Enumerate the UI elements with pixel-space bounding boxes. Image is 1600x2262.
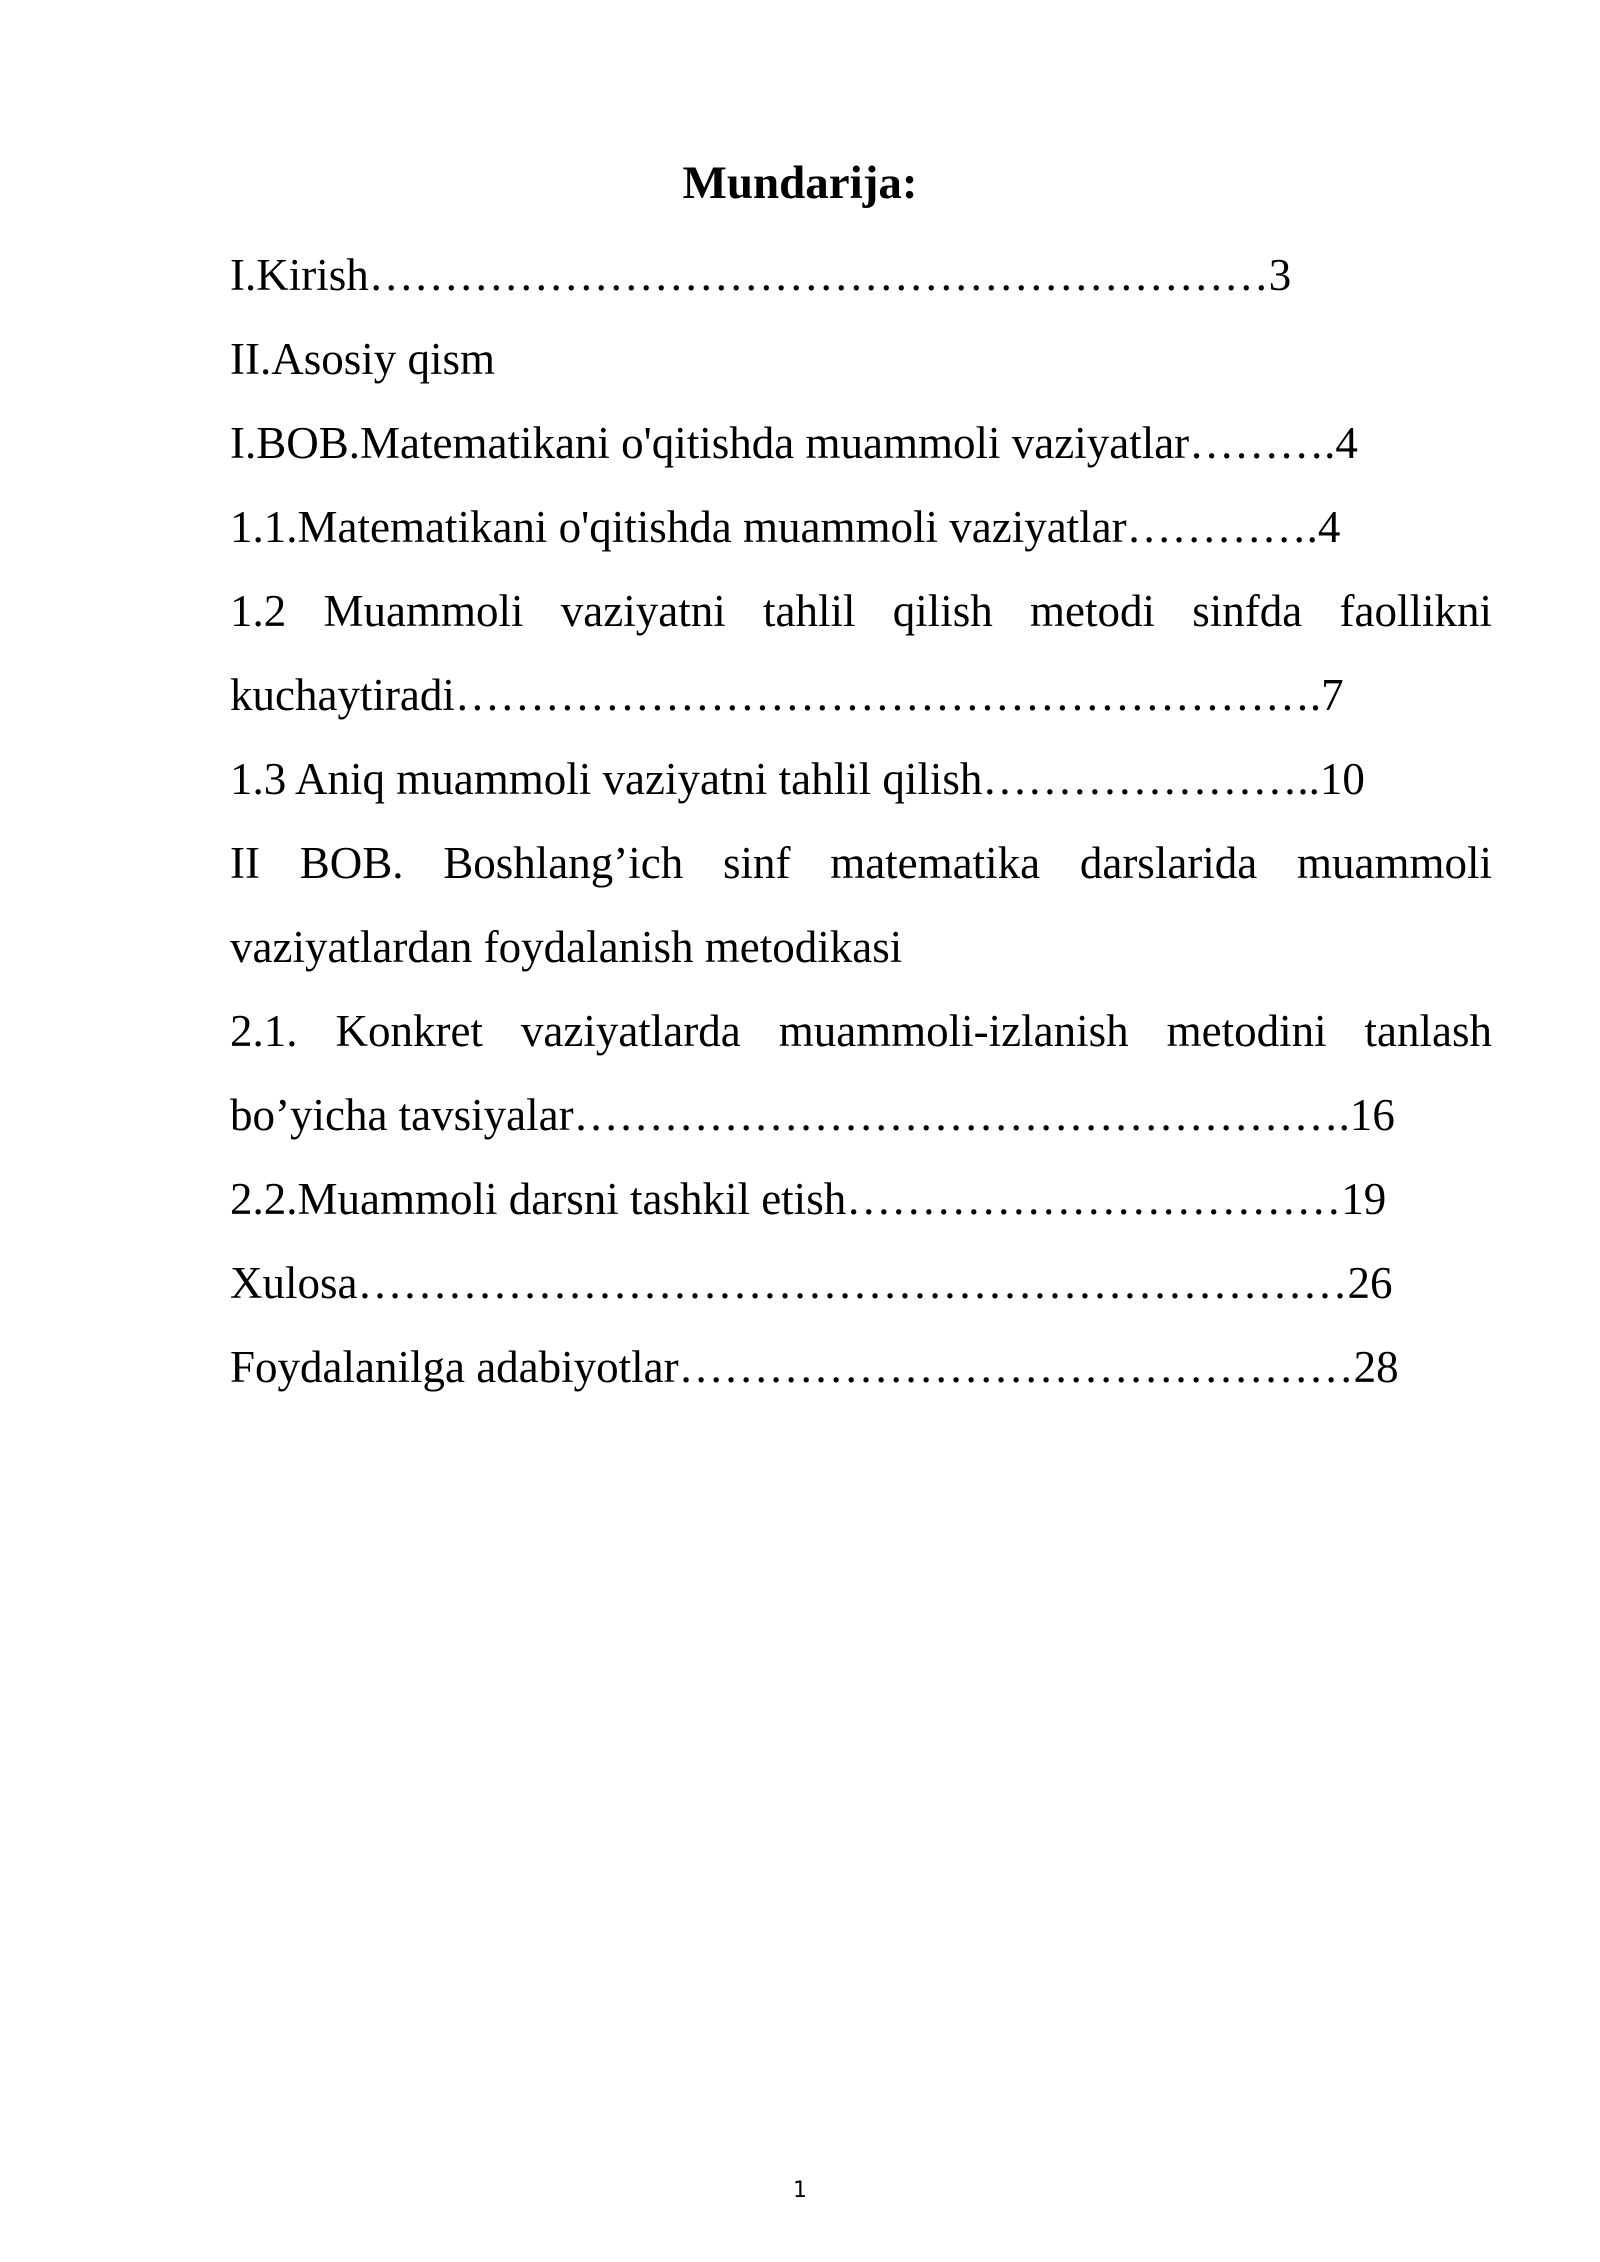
toc-entry-1-1: 1.1.Matematikani o'qitishda muammoli vaziyatlar………….4 (230, 502, 1341, 552)
toc-entry-xulosa: Xulosa…………………………………………………………26 (230, 1258, 1393, 1308)
toc-entry-1-2-line-2: kuchaytiradi………………………………………………….7 (230, 670, 1344, 720)
toc-entry-1-3: 1.3 Aniq muammoli vaziyatni tahlil qilish…………………..10 (230, 754, 1365, 804)
toc-entry-2-1-line-1: 2.1. Konkret vaziyatlarda muammoli-izlanish metodini tanlash (230, 1006, 1492, 1056)
toc-entry-asosiy-qism: II.Asosiy qism (230, 334, 496, 384)
page-number: 1 (793, 2178, 807, 2203)
toc-title: Mundarija: (682, 157, 918, 209)
toc-entry-chapter-1: I.BOB.Matematikani o'qitishda muammoli vaziyatlar……….4 (230, 418, 1358, 468)
toc-entry-2-1-line-2: bo’yicha tavsiyalar…………………………………………….16 (230, 1090, 1395, 1140)
toc-entry-adabiyotlar: Foydalanilga adabiyotlar………………………………………28 (230, 1342, 1399, 1392)
toc-entry-chapter-2-line-1: II BOB. Boshlang’ich sinf matematika darslarida muammoli (230, 838, 1492, 888)
toc-entry-1-2-line-1: 1.2 Muammoli vaziyatni tahlil qilish metodi sinfda faollikni (230, 586, 1492, 636)
toc-entry-2-2: 2.2.Muammoli darsni tashkil etish……………………………19 (230, 1174, 1387, 1224)
toc-entry-chapter-2-line-2: vaziyatlardan foydalanish metodikasi (230, 922, 903, 972)
table-of-contents (230, 233, 1492, 1409)
toc-entry-kirish: I.Kirish……………………………………………………3 (230, 250, 1292, 300)
